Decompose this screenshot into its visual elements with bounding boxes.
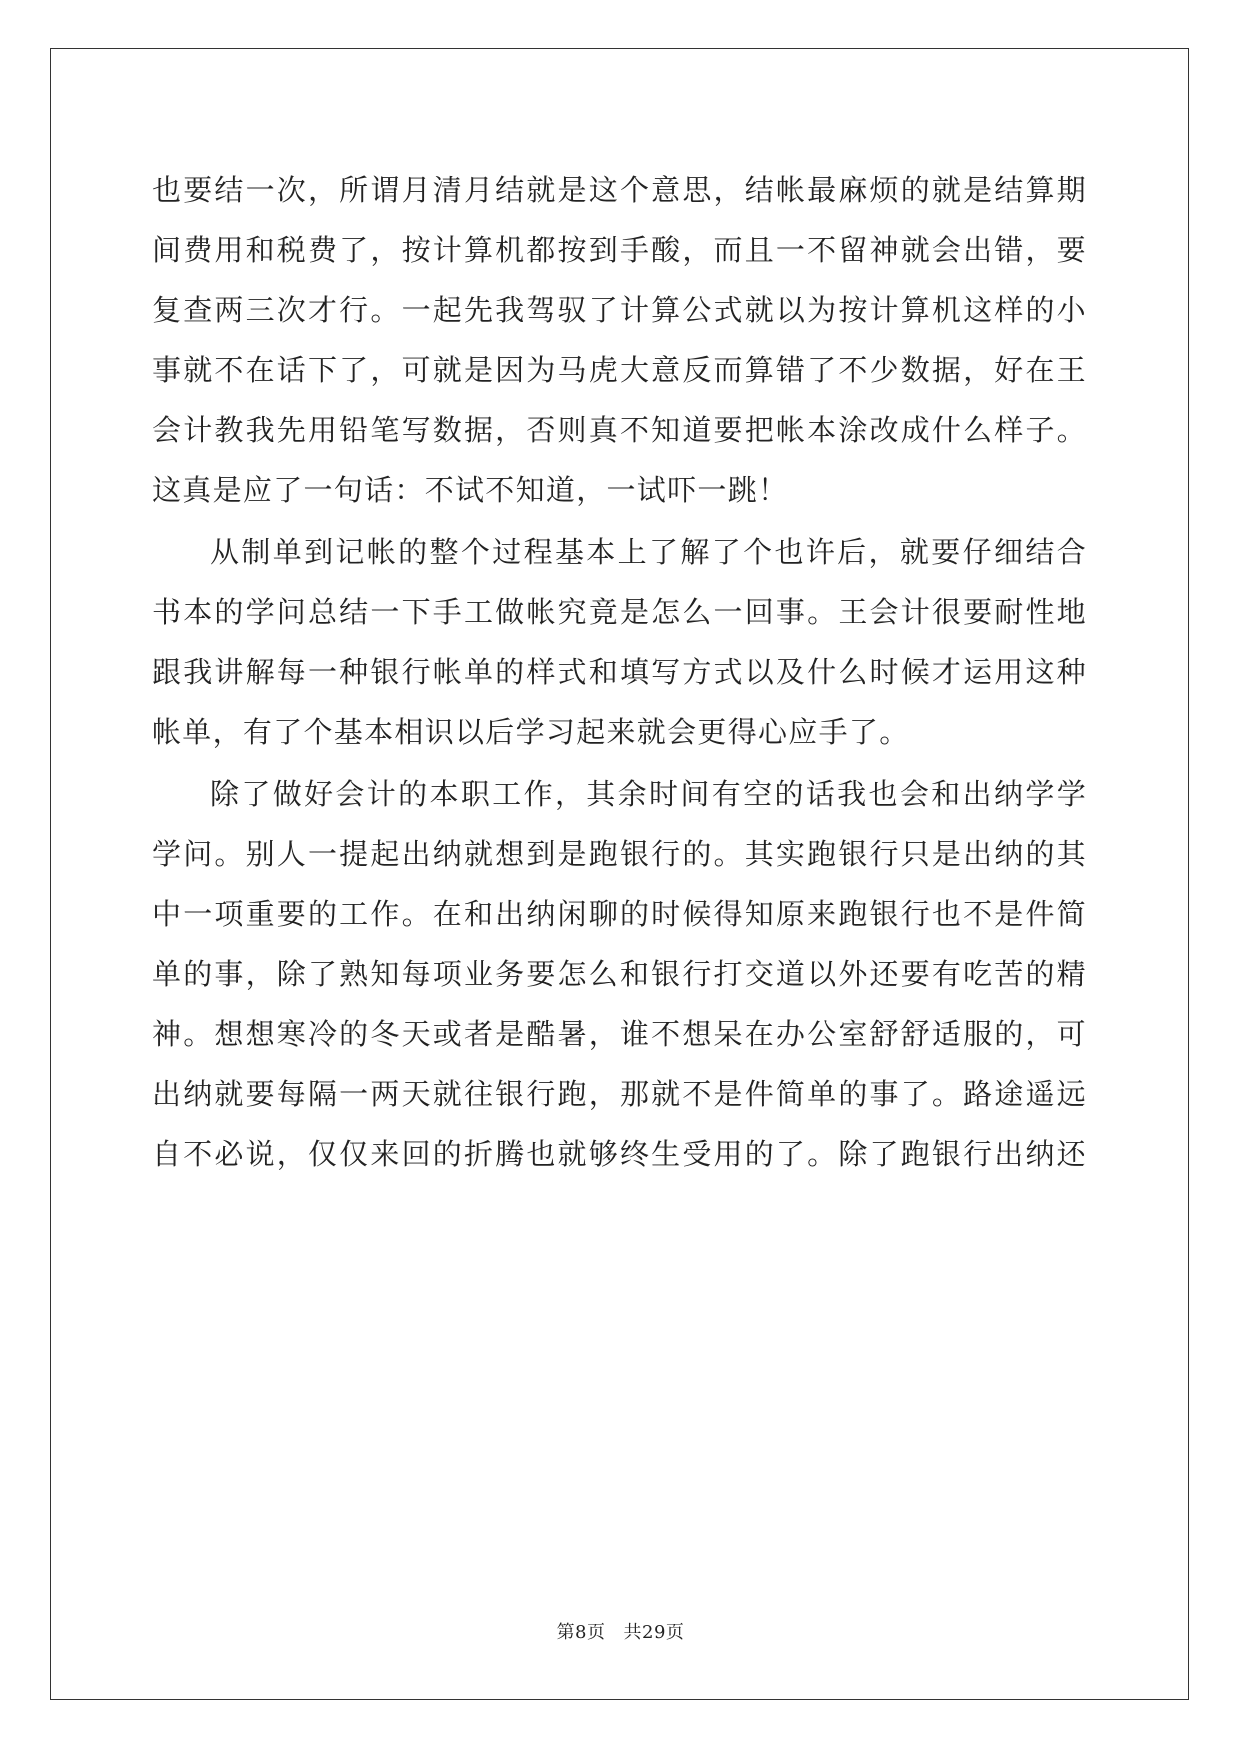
text-line: 中一项重要的工作。在和出纳闲聊的时候得知原来跑银行也不是件简 (152, 897, 1087, 931)
text-line: 也要结一次，所谓月清月结就是这个意思，结帐最麻烦的就是结算期 (152, 173, 1087, 207)
text-line: 事就不在话下了，可就是因为马虎大意反而算错了不少数据，好在王 (152, 353, 1087, 387)
text-line: 跟我讲解每一种银行帐单的样式和填写方式以及什么时候才运用这种 (152, 655, 1087, 689)
current-page-number: 第8页 (556, 1622, 606, 1643)
paragraph (152, 160, 1087, 520)
text-line: 自不必说，仅仅来回的折腾也就够终生受用的了。除了跑银行出纳还 (152, 1137, 1087, 1171)
paragraph (152, 522, 1087, 762)
text-line: 书本的学问总结一下手工做帐究竟是怎么一回事。王会计很要耐性地 (152, 595, 1087, 629)
text-line: 神。想想寒冷的冬天或者是酷暑，谁不想呆在办公室舒舒适服的，可 (152, 1017, 1087, 1051)
text-line: 学问。别人一提起出纳就想到是跑银行的。其实跑银行只是出纳的其 (152, 837, 1087, 871)
text-line: 除了做好会计的本职工作，其余时间有空的话我也会和出纳学学 (210, 777, 1087, 811)
total-pages: 共29页 (623, 1622, 685, 1643)
document-body (152, 160, 1087, 1184)
text-line: 复查两三次才行。一起先我驾驭了计算公式就以为按计算机这样的小 (152, 293, 1087, 327)
text-line: 间费用和税费了，按计算机都按到手酸，而且一不留神就会出错，要 (152, 233, 1087, 267)
text-line: 这真是应了一句话：不试不知道，一试吓一跳！ (152, 473, 789, 507)
text-line: 帐单，有了个基本相识以后学习起来就会更得心应手了。 (152, 715, 910, 749)
text-line: 出纳就要每隔一两天就往银行跑，那就不是件简单的事了。路途遥远 (152, 1077, 1087, 1111)
text-line: 从制单到记帐的整个过程基本上了解了个也许后，就要仔细结合 (210, 535, 1087, 569)
page-footer (0, 1618, 1241, 1644)
text-line: 单的事，除了熟知每项业务要怎么和银行打交道以外还要有吃苦的精 (152, 957, 1087, 991)
paragraph (152, 764, 1087, 1184)
text-line: 会计教我先用铅笔写数据，否则真不知道要把帐本涂改成什么样子。 (152, 413, 1087, 447)
